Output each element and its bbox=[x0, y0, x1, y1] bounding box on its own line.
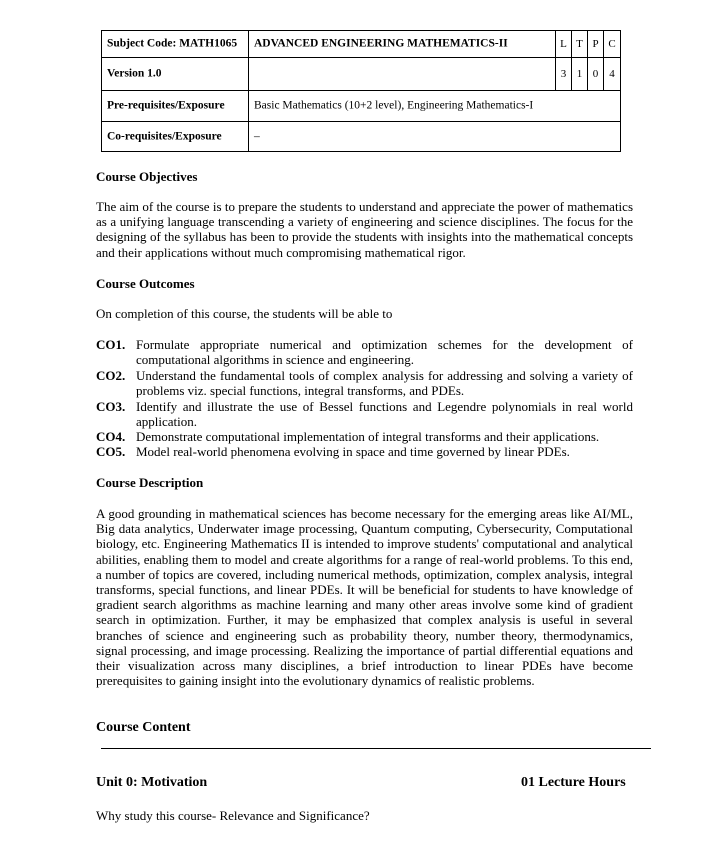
outcome-item bbox=[96, 444, 633, 459]
outcomes-heading: Course Outcomes bbox=[96, 276, 195, 291]
description-heading: Course Description bbox=[96, 475, 204, 490]
outcome-item bbox=[96, 337, 633, 367]
unit-text: Why study this course- Relevance and Significance? bbox=[96, 808, 370, 823]
description-text: A good grounding in mathematical sciences has become necessary for the emerging areas like AI/ML, Big data analytics, Underwater image processing, Quantum computing, Cybersecurity, Computational biology, etc. Engineering Mathematics II is intended to improve students' computational and analytical abilities, enabling them to model and create algorithms for a range of real-world problems. To this end, a number of topics are covered, including numerical methods, optimization, complex analysis, integral transforms, special functions, and linear PDEs. It will be beneficial for students to have knowledge of gradient search algorithms as machine learning and many other areas involve some kind of gradient search in optimization. Further, it may be emphasized that complex analysis is useful in several branches of science and engineering such as probability theory, number theory, thermodynamics, signal processing, and image processing. Realizing the importance of partial differential equations and their visualization across many disciplines, a brief introduction to linear PDEs have become prerequisites to gaining insight into the evolutionary dynamics of realistic problems. bbox=[96, 506, 633, 689]
ltpc-value-p: 0 bbox=[588, 58, 604, 90]
ltpc-header-p: P bbox=[588, 31, 604, 57]
coreq-label-cell bbox=[102, 122, 249, 151]
prereq-value-cell bbox=[249, 91, 620, 121]
unit-title: Unit 0: Motivation bbox=[96, 775, 208, 790]
outcome-code: CO5. bbox=[96, 444, 126, 459]
course-header-table bbox=[101, 30, 621, 152]
outcome-code: CO3. bbox=[96, 399, 126, 414]
outcome-item bbox=[96, 429, 633, 444]
outcome-text: Identify and illustrate the use of Bessel functions and Legendre polynomials in real world application. bbox=[136, 399, 633, 430]
prereq-label-cell bbox=[102, 91, 249, 121]
coreq-value-cell bbox=[249, 122, 620, 151]
objectives-text: The aim of the course is to prepare the students to understand and appreciate the power of mathematics as a unifying language transcending a variety of engineering and science disciplines. The focus for the designing of the syllabus has been to provide the students with insights into the mathematical concepts and their applications without much compromising mathematical rigor. bbox=[96, 199, 633, 260]
content-heading: Course Content bbox=[96, 720, 191, 735]
header-row-coreq bbox=[102, 122, 620, 151]
header-row-prereq bbox=[102, 91, 620, 122]
outcome-code: CO4. bbox=[96, 429, 126, 444]
objectives-heading: Course Objectives bbox=[96, 169, 198, 184]
outcome-text: Formulate appropriate numerical and optimization schemes for the development of computational algorithms in science and engineering. bbox=[136, 337, 633, 368]
ltpc-header-c: C bbox=[608, 38, 616, 50]
version-cell bbox=[102, 58, 249, 90]
ltpc-header-t: T bbox=[572, 31, 588, 57]
content-divider bbox=[101, 748, 651, 749]
prereq-value: Basic Mathematics (10+2 level), Engineering Mathematics-I bbox=[254, 99, 534, 112]
course-title-cell bbox=[249, 31, 556, 57]
prereq-label: Pre-requisites/Exposure bbox=[107, 99, 225, 112]
outcome-text: Model real-world phenomena evolving in space and time governed by linear PDEs. bbox=[136, 444, 570, 459]
version-blank-cell bbox=[249, 58, 556, 90]
outcome-code: CO1. bbox=[96, 337, 126, 352]
header-row-version bbox=[102, 58, 620, 91]
subject-code-label: Subject Code: MATH1065 bbox=[107, 37, 238, 50]
coreq-value: – bbox=[254, 129, 260, 142]
outcome-code: CO2. bbox=[96, 368, 126, 383]
course-title: ADVANCED ENGINEERING MATHEMATICS-II bbox=[254, 37, 508, 50]
outcomes-intro: On completion of this course, the students will be able to bbox=[96, 306, 393, 321]
outcome-text: Understand the fundamental tools of complex analysis for addressing and solving a variety of problems viz. special functions, integral transforms, and PDEs. bbox=[136, 368, 633, 399]
ltpc-value-t: 1 bbox=[572, 58, 588, 90]
ltpc-value-l: 3 bbox=[556, 58, 572, 90]
ltpc-header-l: L bbox=[556, 31, 572, 57]
unit-hours: 01 Lecture Hours bbox=[521, 775, 626, 790]
ltpc-value-c: 4 bbox=[609, 68, 615, 80]
coreq-label: Co-requisites/Exposure bbox=[107, 129, 222, 142]
outcome-item bbox=[96, 368, 633, 398]
subject-code-cell bbox=[102, 31, 249, 57]
outcome-text: Demonstrate computational implementation of integral transforms and their applications. bbox=[136, 429, 600, 444]
outcome-item bbox=[96, 399, 633, 429]
header-row-subject bbox=[102, 31, 620, 58]
version-label: Version 1.0 bbox=[107, 67, 162, 80]
